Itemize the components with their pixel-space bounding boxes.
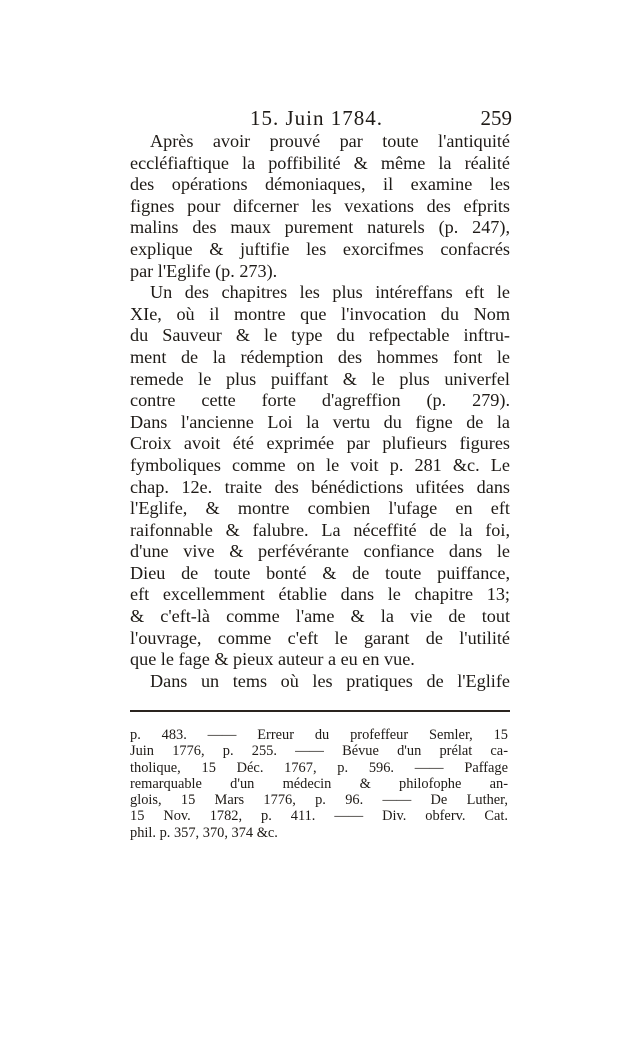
footnote-line: tholique, 15 Déc. 1767, p. 596. —— Paffage — [130, 759, 508, 776]
footnote-line: p. 483. —— Erreur du profeffeur Semler, 15 — [130, 727, 508, 743]
text-line: explique & juftifie les exorcifmes confacrés — [130, 238, 510, 259]
text-line: Après avoir prouvé par toute l'antiquité — [150, 131, 510, 151]
text-line: l'ouvrage, comme c'eft le garant de l'utilité — [130, 627, 510, 648]
text-line: Dans l'ancienne Loi la vertu du figne de la — [130, 411, 510, 432]
text-line: Dieu de toute bonté & de toute puiffance, — [130, 562, 510, 583]
text-line: eft excellemment établie dans le chapitre 13; — [130, 584, 510, 605]
main-text — [130, 131, 510, 692]
text-line: & c'eft-là comme l'ame & la vie de tout — [130, 606, 510, 627]
text-line: eccléfiaftique la poffibilité & même la réalité — [130, 152, 510, 173]
text-line: chap. 12e. traite des bénédictions ufitées dans — [130, 476, 510, 497]
text-line: des opérations démoniaques, il examine les — [130, 174, 510, 195]
footnote-divider — [130, 710, 510, 712]
text-line: ment de la rédemption des hommes font le — [130, 346, 510, 367]
text-line: raifonnable & falubre. La néceffité de la foi, — [130, 519, 510, 540]
footnote-line: phil. p. 357, 370, 374 &c. — [130, 824, 278, 841]
text-line: par l'Eglife (p. 273). — [130, 260, 278, 281]
text-line: Croix avoit été exprimée par plufieurs figures — [130, 433, 510, 454]
text-line: d'une vive & perfévérante confiance dans le — [130, 541, 510, 562]
footnote-line: Juin 1776, p. 255. —— Bévue d'un prélat ca- — [130, 743, 508, 760]
footnote-line: remarquable d'un médecin & philofophe an- — [130, 775, 508, 792]
page-header — [130, 106, 512, 132]
text-line: fymboliques comme on le voit p. 281 &c. Le — [130, 454, 510, 475]
text-line: XIe, où il montre que l'invocation du Nom — [130, 303, 510, 324]
text-line: Dans un tems où les pratiques de l'Eglife — [150, 670, 510, 691]
footnote-line: 15 Nov. 1782, p. 411. —— Div. obferv. Cat. — [130, 808, 508, 825]
text-line: du Sauveur & le type du refpectable inftru- — [130, 325, 510, 346]
text-line: fignes pour difcerner les vexations des efprits — [130, 195, 510, 216]
text-line: que le fage & pieux auteur a eu en vue. — [130, 649, 415, 670]
text-line: malins des maux purement naturels (p. 247), — [130, 217, 510, 238]
footnote-line: glois, 15 Mars 1776, p. 96. —— De Luther, — [130, 792, 508, 809]
running-title: 15. Juin 1784. — [250, 106, 384, 130]
page-number: 259 — [480, 106, 512, 130]
text-line: remede le plus puiffant & le plus univerfel — [130, 368, 510, 389]
text-line: Un des chapitres les plus intéreffans eft le — [150, 282, 510, 303]
text-line: contre cette forte d'agreffion (p. 279). — [130, 390, 510, 411]
footnote — [130, 727, 508, 841]
text-line: l'Eglife, & montre combien l'ufage en eft — [130, 498, 510, 519]
